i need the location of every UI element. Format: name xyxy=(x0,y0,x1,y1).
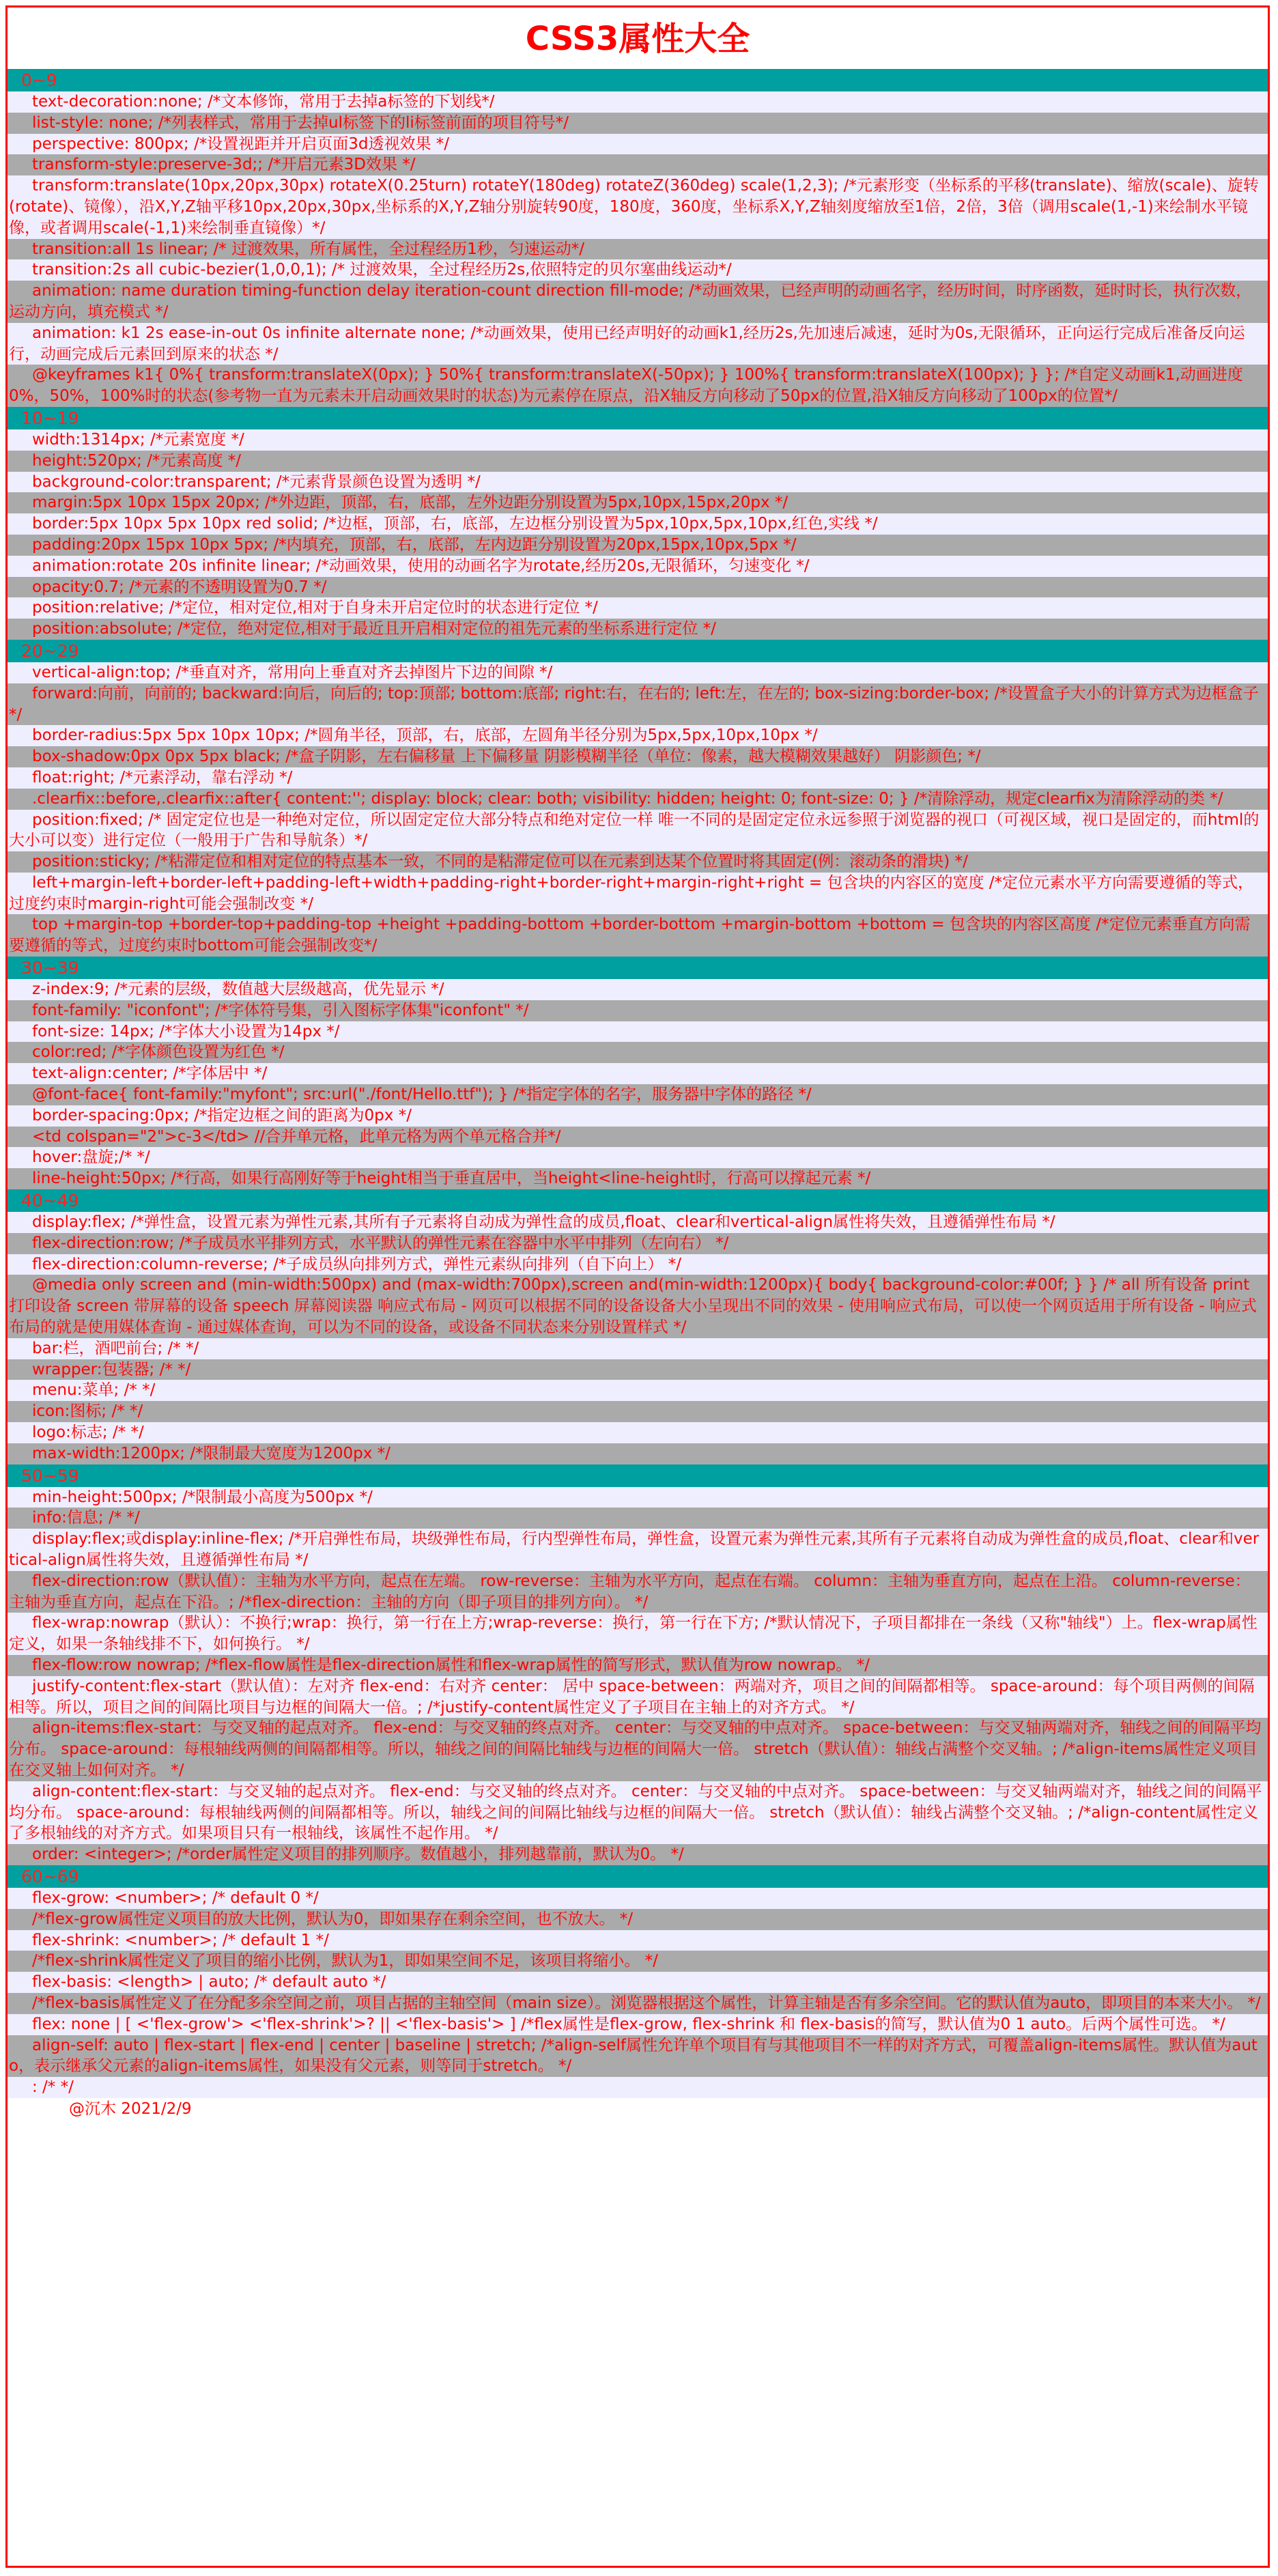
section-header: 0~9 xyxy=(8,69,1268,91)
property-row: flex-grow: <number>; /* default 0 */ xyxy=(8,1888,1268,1909)
property-row: /*flex-grow属性定义项目的放大比例，默认为0，即如果存在剩余空间，也不放大。 */ xyxy=(8,1909,1268,1930)
property-row: display:flex; /*弹性盒，设置元素为弹性元素,其所有子元素将自动成为弹性盒的成员,float、clear和vertical-align属性将失效，且遵循弹性布局 */ xyxy=(8,1212,1268,1233)
property-row: left+margin-left+border-left+padding-left+width+padding-right+border-right+margin-right+right = 包含块的内容区的宽度 /*定位元素水平方向需要遵循的等式，过度约束时margin-right可能会强制改变 */ xyxy=(8,873,1268,915)
property-row: max-width:1200px; /*限制最大宽度为1200px */ xyxy=(8,1443,1268,1464)
property-row: font-family: "iconfont"; /*字体符号集，引入图标字体集"iconfont" */ xyxy=(8,1000,1268,1021)
property-row: flex: none | [ <'flex-grow'> <'flex-shrink'>? || <'flex-basis'> ] /*flex属性是flex-grow, flex-shrink 和 flex-basis的简写，默认值为0 1 auto。后两个属性可选。 */ xyxy=(8,2014,1268,2035)
property-row: justify-content:flex-start（默认值）：左对齐 flex-end：右对齐 center： 居中 space-between：两端对齐，项目之间的间隔都相等。 space-around：每个项目两侧的间隔相等。所以，项目之间的间隔比项目与边框的间隔大一倍。; /*justify-content属性定义了子项目在主轴上的对齐方式。 */ xyxy=(8,1676,1268,1718)
section-header: 30~39 xyxy=(8,957,1268,979)
property-row: border:5px 10px 5px 10px red solid; /*边框，顶部，右，底部，左边框分别设置为5px,10px,5px,10px,红色,实线 */ xyxy=(8,513,1268,535)
property-row: icon:图标; /* */ xyxy=(8,1401,1268,1422)
property-row: animation: name duration timing-function delay iteration-count direction fill-mode; /*动画效果，已经声明的动画名字，经历时间，时序函数，延时时长，执行次数，运动方向，填充模式 */ xyxy=(8,281,1268,323)
property-row: background-color:transparent; /*元素背景颜色设置为透明 */ xyxy=(8,472,1268,493)
property-row: opacity:0.7; /*元素的不透明设置为0.7 */ xyxy=(8,577,1268,598)
property-row: transform:translate(10px,20px,30px) rotateX(0.25turn) rotateY(180deg) rotateZ(360deg) scale(1,2,3); /*元素形变（坐标系的平移(translate)、缩放(scale)、旋转(rotate)、镜像），沿X,Y,Z轴平移10px,20px,30px,坐标系的X,Y,Z轴分别旋转90度，180度，360度，坐标系X,Y,Z轴刻度缩放至1倍，2倍，3倍（调用scale(1,-1)来绘制水平镜像，或者调用scale(-1,1)来绘制垂直镜像）*/ xyxy=(8,175,1268,238)
section-header: 10~19 xyxy=(8,407,1268,429)
content-list xyxy=(8,69,1268,2098)
property-row: list-style: none; /*列表样式，常用于去掉ul标签下的li标签前面的项目符号*/ xyxy=(8,113,1268,134)
property-row: position:fixed; /* 固定定位也是一种绝对定位，所以固定定位大部分特点和绝对定位一样 唯一不同的是固定定位永远参照于浏览器的视口（可视区域，视口是固定的，而html的大小可以变）进行定位（一般用于广告和导航条）*/ xyxy=(8,810,1268,852)
property-row: forward:向前，向前的; backward:向后，向后的; top:顶部; bottom:底部; right:右，在右的; left:左，在左的; box-sizing:border-box; /*设置盒子大小的计算方式为边框盒子 */ xyxy=(8,683,1268,726)
property-row: flex-shrink: <number>; /* default 1 */ xyxy=(8,1930,1268,1951)
property-row: perspective: 800px; /*设置视距并开启页面3d透视效果 */ xyxy=(8,134,1268,155)
property-row: transition:2s all cubic-bezier(1,0,0,1); /* 过渡效果，全过程经历2s,依照特定的贝尔塞曲线运动*/ xyxy=(8,259,1268,281)
property-row: : /* */ xyxy=(8,2077,1268,2098)
property-row: align-items:flex-start：与交叉轴的起点对齐。 flex-end：与交叉轴的终点对齐。 center：与交叉轴的中点对齐。 space-between：与交叉轴两端对齐，轴线之间的间隔平均分布。 space-around：每根轴线两侧的间隔都相等。所以，轴线之间的间隔比轴线与边框的间隔大一倍。 stretch（默认值）：轴线占满整个交叉轴。; /*align-items属性定义项目在交叉轴上如何对齐。 */ xyxy=(8,1718,1268,1781)
property-row: flex-flow:row nowrap; /*flex-flow属性是flex-direction属性和flex-wrap属性的简写形式，默认值为row nowrap。 */ xyxy=(8,1655,1268,1676)
property-row: border-spacing:0px; /*指定边框之间的距离为0px */ xyxy=(8,1105,1268,1127)
property-row: transition:all 1s linear; /* 过渡效果，所有属性，全过程经历1秒，匀速运动*/ xyxy=(8,239,1268,260)
section-header: 40~49 xyxy=(8,1189,1268,1212)
property-row: align-self: auto | flex-start | flex-end | center | baseline | stretch; /*align-self属性允许单个项目有与其他项目不一样的对齐方式，可覆盖align-items属性。默认值为auto，表示继承父元素的align-items属性，如果没有父元素，则等同于stretch。 */ xyxy=(8,2035,1268,2078)
property-row: position:relative; /*定位，相对定位,相对于自身未开启定位时的状态进行定位 */ xyxy=(8,597,1268,619)
property-row: margin:5px 10px 15px 20px; /*外边距，顶部，右，底部，左外边距分别设置为5px,10px,15px,20px */ xyxy=(8,492,1268,513)
property-row: flex-wrap:nowrap（默认）：不换行;wrap：换行，第一行在上方;wrap-reverse：换行，第一行在下方; /*默认情况下，子项目都排在一条线（又称"轴线"）上。flex-wrap属性定义，如果一条轴线排不下，如何换行。 */ xyxy=(8,1613,1268,1655)
section-header: 50~59 xyxy=(8,1464,1268,1487)
property-row: top +margin-top +border-top+padding-top +height +padding-bottom +border-bottom +margin-bottom +bottom = 包含块的内容区高度 /*定位元素垂直方向需要遵循的等式，过度约束时bottom可能会强制改变*/ xyxy=(8,914,1268,957)
property-row: color:red; /*字体颜色设置为红色 */ xyxy=(8,1042,1268,1063)
page-frame xyxy=(5,5,1270,2568)
property-row: <td colspan="2">c-3</td> //合并单元格，此单元格为两个单元格合并*/ xyxy=(8,1127,1268,1148)
property-row: bar:栏，酒吧前台; /* */ xyxy=(8,1338,1268,1359)
property-row: .clearfix::before,.clearfix::after{ content:''; display: block; clear: both; visibility: hidden; height: 0; font-size: 0; } /*清除浮动，规定clearfix为清除浮动的类 */ xyxy=(8,789,1268,810)
property-row: font-size: 14px; /*字体大小设置为14px */ xyxy=(8,1021,1268,1043)
property-row: line-height:50px; /*行高，如果行高刚好等于height相当于垂直居中，当height<line-height时，行高可以撑起元素 */ xyxy=(8,1168,1268,1189)
property-row: padding:20px 15px 10px 5px; /*内填充，顶部，右，底部，左内边距分别设置为20px,15px,10px,5px */ xyxy=(8,535,1268,556)
property-row: hover:盘旋;/* */ xyxy=(8,1147,1268,1168)
property-row: wrapper:包装器; /* */ xyxy=(8,1359,1268,1381)
section-header: 60~69 xyxy=(8,1865,1268,1888)
property-row: order: <integer>; /*order属性定义项目的排列顺序。数值越小，排列越靠前，默认为0。 */ xyxy=(8,1844,1268,1865)
section-header: 20~29 xyxy=(8,640,1268,662)
property-row: transform-style:preserve-3d;; /*开启元素3D效果 */ xyxy=(8,154,1268,175)
property-row: position:sticky; /*粘滞定位和相对定位的特点基本一致，不同的是粘滞定位可以在元素到达某个位置时将其固定(例：滚动条的滑块) */ xyxy=(8,851,1268,873)
property-row: position:absolute; /*定位，绝对定位,相对于最近且开启相对定位的祖先元素的坐标系进行定位 */ xyxy=(8,619,1268,640)
property-row: menu:菜单; /* */ xyxy=(8,1380,1268,1401)
property-row: align-content:flex-start：与交叉轴的起点对齐。 flex-end：与交叉轴的终点对齐。 center：与交叉轴的中点对齐。 space-between：与交叉轴两端对齐，轴线之间的间隔平均分布。 space-around：每根轴线两侧的间隔都相等。所以，轴线之间的间隔比轴线与边框的间隔大一倍。 stretch（默认值）：轴线占满整个交叉轴。; /*align-content属性定义了多根轴线的对齐方式。如果项目只有一根轴线，该属性不起作用。 */ xyxy=(8,1781,1268,1844)
property-row: /*flex-basis属性定义了在分配多余空间之前，项目占据的主轴空间（main size）。浏览器根据这个属性，计算主轴是否有多余空间。它的默认值为auto，即项目的本来大小。 */ xyxy=(8,1993,1268,2014)
property-row: @media only screen and (min-width:500px) and (max-width:700px),screen and(min-width:1200px){ body{ background-color:#00f; } } /* all 所有设备 print 打印设备 screen 带屏幕的设备 speech 屏幕阅读器 响应式布局 - 网页可以根据不同的设备设备大小呈现出不同的效果 - 使用响应式布局，可以使一个网页适用于所有设备 - 响应式布局的就是使用媒体查询 - 通过媒体查询，可以为不同的设备，或设备不同状态来分别设置样式 */ xyxy=(8,1275,1268,1337)
property-row: flex-basis: <length> | auto; /* default auto */ xyxy=(8,1972,1268,1993)
property-row: logo:标志; /* */ xyxy=(8,1422,1268,1443)
property-row: border-radius:5px 5px 10px 10px; /*圆角半径，顶部，右，底部，左圆角半径分别为5px,5px,10px,10px */ xyxy=(8,725,1268,746)
property-row: flex-direction:row（默认值）：主轴为水平方向，起点在左端。 row-reverse：主轴为水平方向，起点在右端。 column：主轴为垂直方向，起点在上沿。 column-reverse：主轴为垂直方向，起点在下沿。; /*flex-direction：主轴的方向（即子项目的排列方向）。 */ xyxy=(8,1571,1268,1613)
property-row: display:flex;或display:inline-flex; /*开启弹性布局，块级弹性布局，行内型弹性布局，弹性盒，设置元素为弹性元素,其所有子元素将自动成为弹性盒的成员,float、clear和vertical-align属性将失效，且遵循弹性布局 */ xyxy=(8,1529,1268,1571)
property-row: animation:rotate 20s infinite linear; /*动画效果，使用的动画名字为rotate,经历20s,无限循环，匀速变化 */ xyxy=(8,556,1268,577)
property-row: /*flex-shrink属性定义了项目的缩小比例，默认为1，即如果空间不足，该项目将缩小。 */ xyxy=(8,1951,1268,1972)
property-row: float:right; /*元素浮动，靠右浮动 */ xyxy=(8,767,1268,789)
property-row: z-index:9; /*元素的层级，数值越大层级越高，优先显示 */ xyxy=(8,979,1268,1000)
property-row: vertical-align:top; /*垂直对齐，常用向上垂直对齐去掉图片下边的间隙 */ xyxy=(8,662,1268,683)
property-row: text-align:center; /*字体居中 */ xyxy=(8,1063,1268,1084)
property-row: animation: k1 2s ease-in-out 0s infinite alternate none; /*动画效果，使用已经声明好的动画k1,经历2s,先加速后减速，延时为0s,无限循环，正向运行完成后准备反向运行，动画完成后元素回到原来的状态 */ xyxy=(8,323,1268,365)
property-row: box-shadow:0px 0px 5px black; /*盒子阴影，左右偏移量 上下偏移量 阴影模糊半径（单位：像素，越大模糊效果越好） 阴影颜色; */ xyxy=(8,746,1268,767)
property-row: flex-direction:row; /*子成员水平排列方式，水平默认的弹性元素在容器中水平中排列（左向右） */ xyxy=(8,1233,1268,1254)
property-row: info:信息; /* */ xyxy=(8,1508,1268,1529)
property-row: flex-direction:column-reverse; /*子成员纵向排列方式，弹性元素纵向排列（自下向上） */ xyxy=(8,1254,1268,1275)
property-row: text-decoration:none; /*文本修饰，常用于去掉a标签的下划线*/ xyxy=(8,91,1268,113)
property-row: width:1314px; /*元素宽度 */ xyxy=(8,429,1268,451)
property-row: min-height:500px; /*限制最小高度为500px */ xyxy=(8,1487,1268,1508)
page-title: CSS3属性大全 xyxy=(8,8,1268,69)
property-row: height:520px; /*元素高度 */ xyxy=(8,451,1268,472)
property-row: @keyframes k1{ 0%{ transform:translateX(0px); } 50%{ transform:translateX(-50px); } 100%{ transform:translateX(100px); } }; /*自定义动画k1,动画进度0%，50%，100%时的状态(参考物一直为元素未开启动画效果时的状态)为元素停在原点，沿X轴反方向移动了50px的位置,沿X轴反方向移动了100px的位置*/ xyxy=(8,365,1268,407)
signature: @沉木 2021/2/9 xyxy=(8,2098,1268,2120)
property-row: @font-face{ font-family:"myfont"; src:url("./font/Hello.ttf"); } /*指定字体的名字，服务器中字体的路径 */ xyxy=(8,1084,1268,1105)
